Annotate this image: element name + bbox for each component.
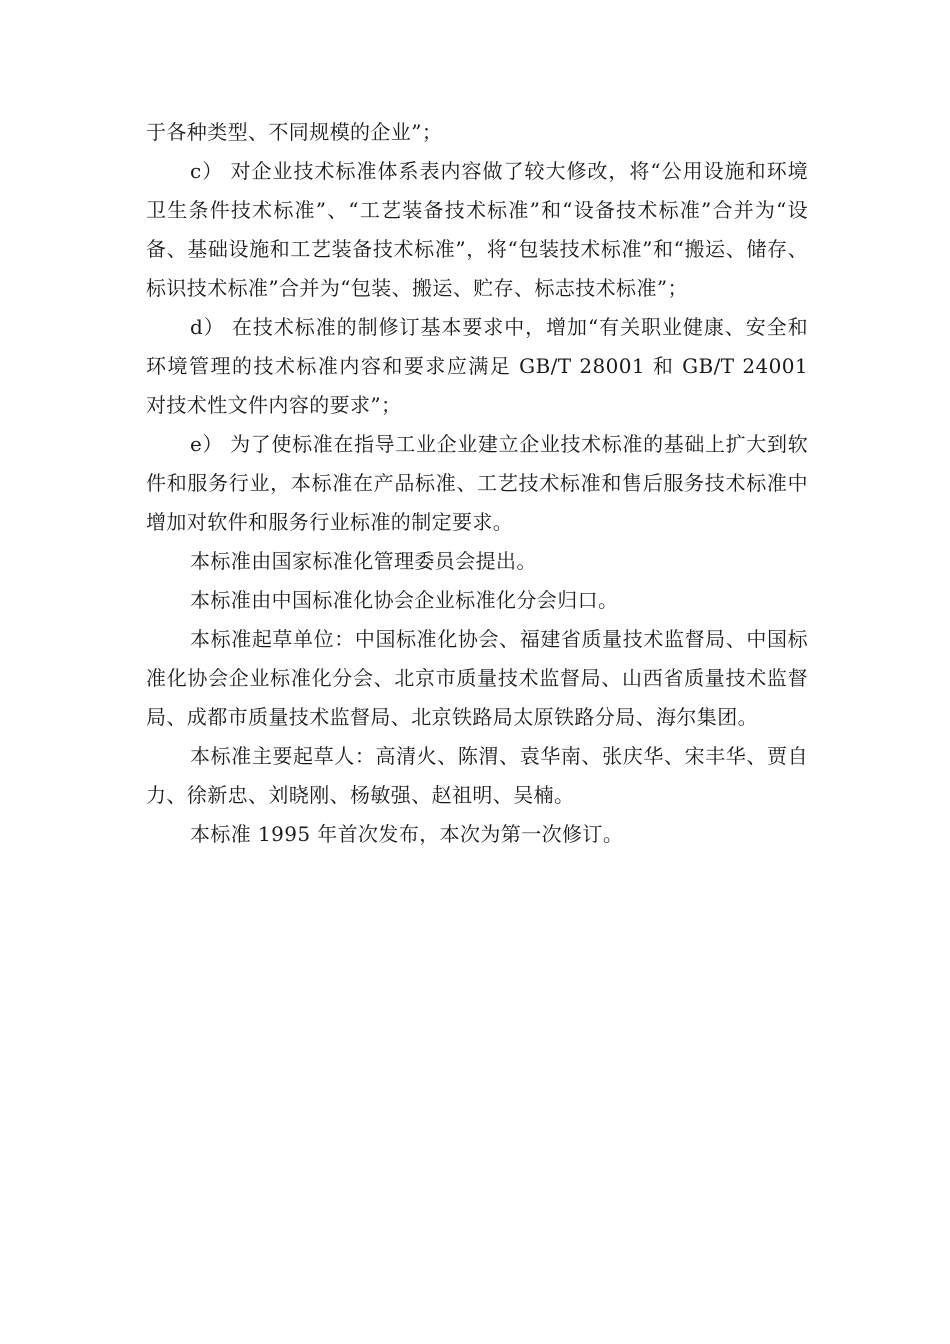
- paragraph-continuation: 于各种类型、不同规模的企业”；: [146, 120, 443, 144]
- list-item-e: e） 为了使标准在指导工业企业建立企业技术标准的基础上扩大到软件和服务行业，本标准在产品标准、工艺技术标准和售后服务技术标准中增加对软件和服务行业标准的制定要求。: [146, 432, 808, 534]
- list-item-d: d） 在技术标准的制修订基本要求中，增加“有关职业健康、安全和环境管理的技术标准内容和要求应满足 GB/T 28001 和 GB/T 24001 对技术性文件内容的要求”；: [146, 315, 808, 417]
- revision-history-statement: 本标准 1995 年首次发布，本次为第一次修订。: [190, 822, 624, 846]
- responsible-unit-statement: 本标准由中国标准化协会企业标准化分会归口。: [190, 588, 619, 612]
- list-item-c: c） 对企业技术标准体系表内容做了较大修改，将“公用设施和环境卫生条件技术标准”、“工艺装备技术标准”和“设备技术标准”合并为“设备、基础设施和工艺装备技术标准”，将“包装技术标准”和“搬运、储存、标识技术标准”合并为“包装、搬运、贮存、标志技术标准”；: [146, 159, 808, 300]
- proposer-statement: 本标准由国家标准化管理委员会提出。: [190, 549, 537, 573]
- drafters-statement: 本标准主要起草人：高清火、陈渭、袁华南、张庆华、宋丰华、贾自力、徐新忠、刘晓刚、杨敏强、赵祖明、吴楠。: [146, 744, 808, 807]
- document-body: [146, 113, 808, 854]
- drafting-units-statement: 本标准起草单位：中国标准化协会、福建省质量技术监督局、中国标准化协会企业标准化分会、北京市质量技术监督局、山西省质量技术监督局、成都市质量技术监督局、北京铁路局太原铁路分局、海尔集团。: [146, 627, 808, 729]
